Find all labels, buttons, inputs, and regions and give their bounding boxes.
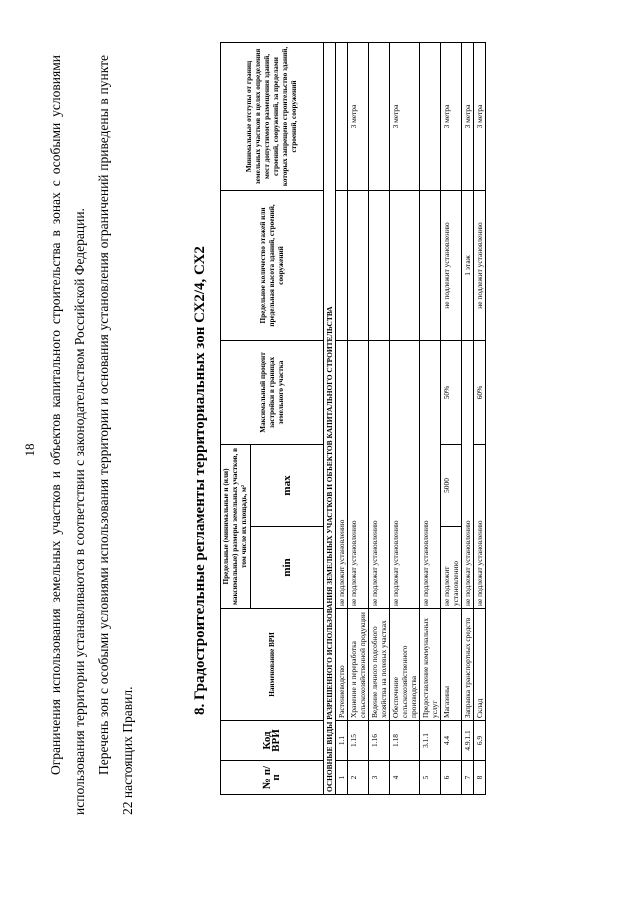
cell-percent: 50% [441,340,462,444]
cell-floors [336,190,348,340]
intro-paragraph-1: Ограничения использования земельных участков и объектов капитального строительства в зонах с особыми условиями использования территории устанавливаются в соответствии с законодательством Российской Федерации. [48,55,87,815]
cell-num: 7 [462,761,474,795]
cell-setback: 3 метра [348,42,369,190]
cell-floors [390,190,420,340]
intro-paragraph-2: Перечень зон с особыми условиями использования территории и основания установления ограничений приведены в пункте 22 настоящих Правил. [96,55,135,815]
cell-num: 4 [390,761,420,795]
cell-name: Магазины [441,609,462,721]
cell-floors [420,190,441,340]
cell-setback: 3 метра [390,42,420,190]
cell-setback: 3 метра [474,42,486,190]
section-row: ОСНОВНЫЕ ВИДЫ РАЗРЕШЕННОГО ИСПОЛЬЗОВАНИЯ ЗЕМЕЛЬНЫХ УЧАСТКОВ И ОБЪЕКТОВ КАПИТАЛЬНОГО СТРОИТЕЛЬСТВА [324,42,336,794]
cell-floors: не подлежит установлению [441,190,462,340]
intro-text [44,55,140,815]
header-floors: Предельное количество этажей или предельная высота зданий, строений, сооружений [221,190,324,340]
cell-code: 1.15 [348,721,369,761]
cell-code: 3.1.1 [420,721,441,761]
cell-min: не подлежат установлению [462,340,474,608]
cell-floors: не подлежит установлению [474,190,486,340]
cell-name: Склад [474,609,486,721]
cell-num: 6 [441,761,462,795]
header-code: Код ВРИ [221,721,324,761]
page-number: 18 [22,443,37,457]
cell-code: 4.4 [441,721,462,761]
cell-setback [336,42,348,190]
cell-min: не подлежат установлению [369,340,390,608]
cell-name: Хранение и переработка сельскохозяйственной продукции [348,609,369,721]
cell-setback [369,42,390,190]
cell-name: Обеспечение сельскохозяйственного производства [390,609,420,721]
section-title: 8. Градостроительные регламенты территориальных зон СХ2/4, СХ2 [192,246,208,715]
cell-min: не подлежат установлению [474,444,486,608]
cell-floors: 1 этаж [462,190,474,340]
cell-num: 2 [348,761,369,795]
cell-min: не подлежит установлению [441,527,462,609]
cell-code: 1.18 [390,721,420,761]
header-setback: Минимальные отступы от границ земельных участков в целях определения мест допустимого размещения зданий, строений, сооружений, за пределами которых запрещено строительство зданий, строений, сооружений [221,42,324,190]
cell-num: 1 [336,761,348,795]
header-name: Наименование ВРИ [221,609,324,721]
cell-floors [348,190,369,340]
cell-min: не подлежат установлению [348,340,369,608]
cell-percent: 60% [474,340,486,444]
cell-num: 8 [474,761,486,795]
cell-min: не подлежат установлению [390,340,420,608]
regulations-table [220,43,486,795]
cell-name: Ведение личного подсобного хозяйства на полевых участках [369,609,390,721]
header-min: min [251,527,324,609]
cell-num: 3 [369,761,390,795]
cell-setback: 3 метра [462,42,474,190]
header-num: № п/п [221,761,324,795]
cell-setback [420,42,441,190]
header-percent: Максимальный процент застройки в границах земельного участка [221,340,324,444]
cell-code: 4.9.1.1 [462,721,474,761]
cell-code: 1.16 [369,721,390,761]
cell-name: Растениеводство [336,609,348,721]
cell-code: 1.1 [336,721,348,761]
cell-min: не подлежит установлению [336,340,348,608]
cell-floors [369,190,390,340]
cell-code: 6.9 [474,721,486,761]
cell-setback: 3 метра [441,42,462,190]
header-max: max [251,444,324,526]
cell-name: Предоставление коммунальных услуг [420,609,441,721]
cell-num: 5 [420,761,441,795]
cell-name: Заправка транспортных средств [462,609,474,721]
cell-min: не подлежат установлению [420,340,441,608]
cell-max: 5000 [441,444,462,526]
header-sizes: Предельные (минимальные и (или) максимальные) размеры земельных участков, в том числе их площадь, м² [221,444,251,608]
